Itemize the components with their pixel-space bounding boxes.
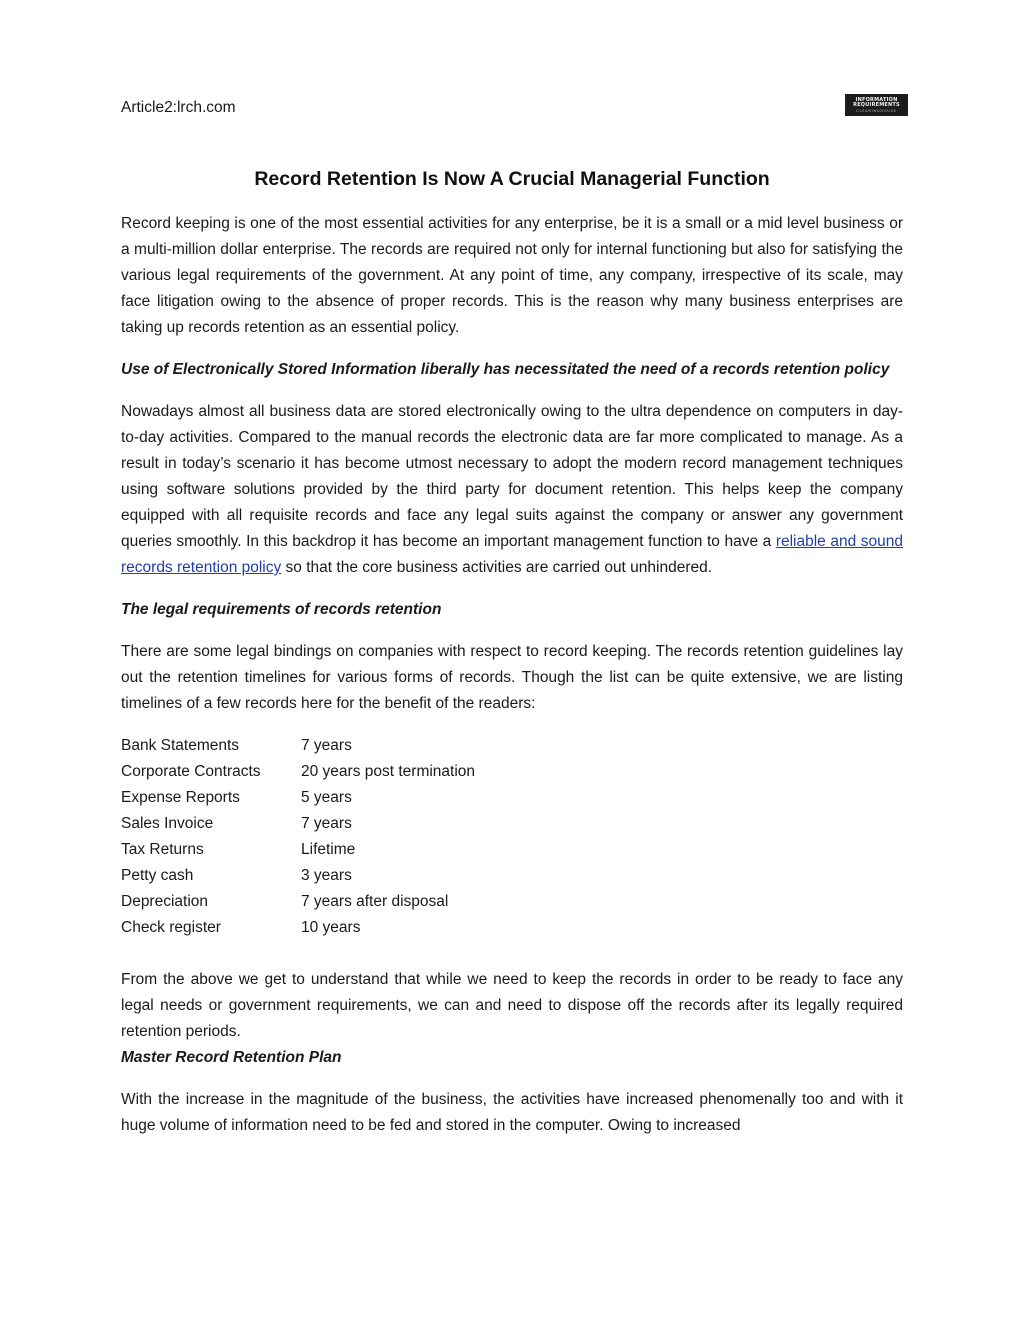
record-type: Depreciation [121, 893, 209, 910]
retention-period: 7 years after disposal [301, 893, 449, 910]
section-heading-esi: Use of Electronically Stored Information liberally has necessitated the need of a records retention policy [121, 361, 890, 378]
record-type: Check register [121, 919, 221, 936]
table-row [121, 759, 475, 785]
retention-policy-link[interactable]: reliable and sound records retention policy [121, 533, 903, 576]
article-body [121, 211, 903, 1139]
information-requirements-clearinghouse-logo [845, 94, 908, 116]
logo-line-3: CLEARINGHOUSE [856, 108, 897, 113]
record-type: Expense Reports [121, 789, 240, 806]
logo-line-1: INFORMATION [855, 96, 898, 103]
table-row [121, 889, 475, 915]
esi-paragraph-text-start: Nowadays almost all business data are stored electronically owing to the ultra dependence on computers in day-to-day activities. Compared to the manual records the electronic data are far more complicated to manage. As a result in today’s scenario it has become utmost necessary to adopt the modern record management techniques using software solutions provided by the third party for document retention. This helps keep the company equipped with all requisite records and face any legal suits against the company or answer any government queries smoothly. In this backdrop it has become an important management function to have a [121, 403, 903, 550]
table-row [121, 733, 475, 759]
record-type: Tax Returns [121, 841, 204, 858]
retention-period: 10 years [301, 919, 361, 936]
retention-period: 5 years [301, 789, 352, 806]
master-plan-paragraph: With the increase in the magnitude of the business, the activities have increased phenomenally too and with it huge volume of information need to be fed and stored in the computer. Owing to increased [121, 1091, 903, 1134]
table-row [121, 811, 475, 837]
esi-paragraph [121, 399, 903, 581]
retention-period: Lifetime [301, 841, 356, 858]
retention-period: 7 years [301, 737, 352, 754]
record-type: Sales Invoice [121, 815, 214, 832]
esi-paragraph-text-end: so that the core business activities are carried out unhindered. [281, 559, 713, 576]
table-row [121, 837, 475, 863]
retention-period: 7 years [301, 815, 352, 832]
record-type: Bank Statements [121, 737, 240, 754]
article-title: Record Retention Is Now A Crucial Managerial Function [254, 168, 770, 190]
table-row [121, 863, 475, 889]
section-heading-legal-requirements: The legal requirements of records retention [121, 601, 442, 618]
intro-paragraph: Record keeping is one of the most essential activities for any enterprise, be it is a small or a mid level business or a multi-million dollar enterprise. The records are required not only for internal functioning but also for satisfying the various legal requirements of the government. At any point of time, any company, irrespective of its scale, may face litigation owing to the absence of proper records. This is the reason why many business enterprises are taking up records retention as an essential policy. [121, 215, 903, 336]
table-row [121, 915, 475, 941]
retention-period: 20 years post termination [301, 763, 476, 780]
legal-requirements-paragraph: There are some legal bindings on companies with respect to record keeping. The records retention guidelines lay out the retention timelines for various forms of records. Though the list can be quite extensive, we are listing timelines of a few records here for the benefit of the readers: [121, 643, 903, 712]
header-site-name: Article2:lrch.com [121, 99, 236, 116]
section-heading-master-plan: Master Record Retention Plan [121, 1049, 342, 1066]
logo-line-2: REQUIREMENTS [853, 102, 900, 108]
record-type: Corporate Contracts [121, 763, 261, 780]
retention-period: 3 years [301, 867, 352, 884]
record-type: Petty cash [121, 867, 194, 884]
table-row [121, 785, 475, 811]
conclusion-paragraph: From the above we get to understand that while we need to keep the records in order to be ready to face any legal needs or government requirements, we can and need to dispose off the records after its legally required retention periods. [121, 971, 903, 1040]
retention-timeline-table [121, 733, 475, 941]
